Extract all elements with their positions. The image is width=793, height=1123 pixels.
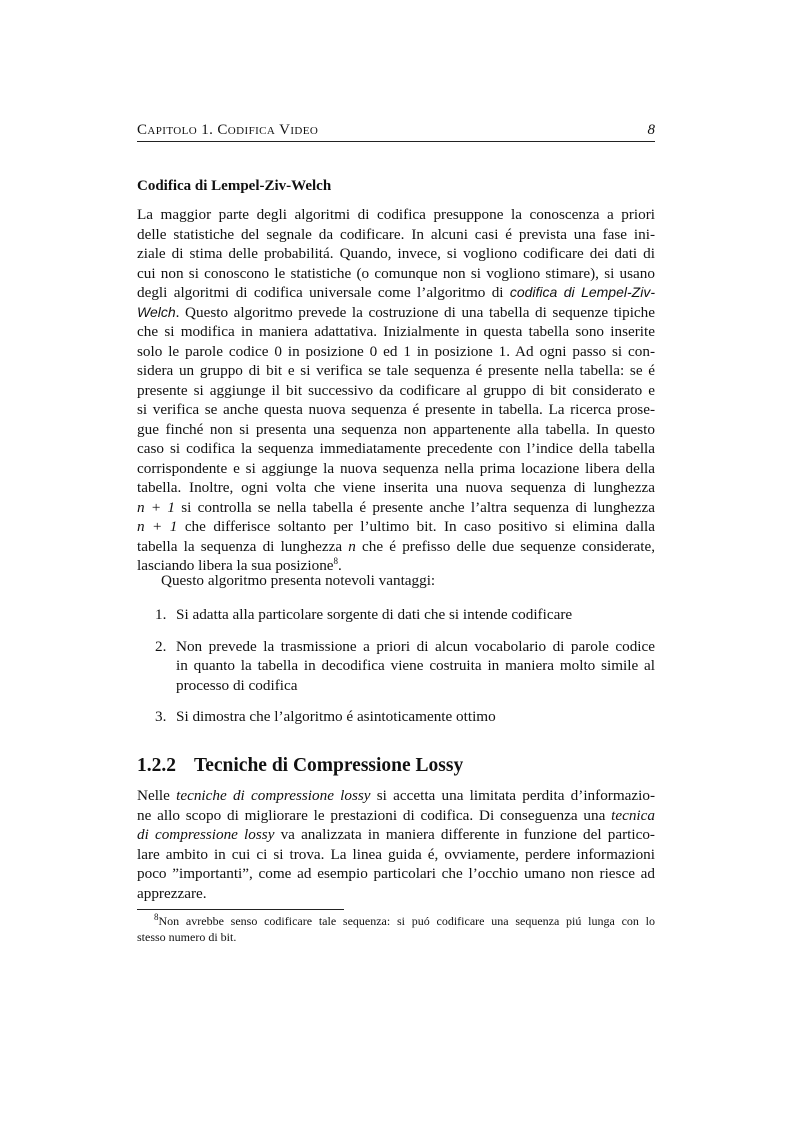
paragraph-line: si verifica se anche questa nuova sequenza é presente in tabella. La ricerca prose- [137,401,655,418]
text-run: . Questo algoritmo prevede la costruzione di una tabella di sequenze tipiche [175,303,655,321]
paragraph-line: delle statistiche del segnale da codificare. In alcuni casi é prevista una fase ini- [137,225,655,243]
list-line: Non prevede la trasmissione a priori di alcun vocabolario di parole codice [176,637,655,655]
text-run: in posizione [410,342,499,360]
list-intro: Questo algoritmo presenta notevoli vantaggi: [161,572,436,589]
paragraph-line [137,825,655,845]
paragraph-line [137,342,655,362]
paragraph-line: La maggior parte degli algoritmi di codifica presuppone la conoscenza a priori [137,206,655,223]
text-run: ne allo scopo di migliorare le prestazioni di codifica. Di conseguenza una [137,806,612,824]
paragraph-line [137,806,655,826]
lossy-paragraph [137,786,655,903]
text-run: si accetta una limitata perdita d’informazio- [370,787,656,804]
emphasis-term: tecnica [611,806,655,824]
paragraph-line: corrispondente e si aggiunge la nuova sequenza nella prima locazione libera della [137,459,655,477]
paragraph-line: presente si aggiunge il bit successivo da codificare al gruppo di bit considerato e [137,381,655,399]
emphasis-term: codifica di Lempel-Ziv- [509,284,655,300]
paragraph-line [137,498,655,518]
paragraph-line: ziale di stima delle probabilitá. Quando, invece, si vogliono codificare dei dati di [137,245,655,262]
paragraph-line: gue finché non si presenta una sequenza non appartenente alla tabella. In questo [137,420,655,438]
list-number: 2. [155,637,167,655]
text-run: lasciando libera la sua posizione [137,557,334,574]
paragraph-line: cui non si conoscono le statistiche (o comunque non si vogliono stimare), si usano [137,264,655,282]
paragraph-line: apprezzare. [137,884,207,902]
footnote-line [137,913,655,929]
text-run: Non avrebbe senso codificare tale sequenza: si puó codificare una sequenza piú lunga con lo [158,914,655,928]
text-run: si controlla se nella tabella é presente anche l’altra sequenza di lunghezza [174,498,655,516]
list-text: Si adatta alla particolare sorgente di dati che si intende codificare [176,606,573,623]
lzw-paragraph [137,205,655,576]
math-symbol: 1 [498,342,507,360]
section-title: Codifica di Lempel-Ziv-Welch [137,178,332,194]
subsection-heading [137,754,655,778]
footnote-marker[interactable]: 8 [333,555,339,566]
list-item [137,637,655,696]
chapter-title: Capitolo 1. Codifica Video [137,122,319,138]
list-line: in quanto la tabella in decodifica viene costruita in maniera molto simile al [176,657,655,674]
text-run: che differisce soltanto per l’ultimo bit. In caso positivo si elimina dalla [177,518,656,535]
text-run: . Ad ogni passo si con- [506,342,656,360]
list-text [176,637,655,696]
paragraph-line: poco ”importanti”, come ad esempio particolari che l’occhio umano non riesce ad [137,865,655,882]
list-number: 3. [155,708,167,725]
math-symbol: 0 [274,342,282,360]
text-run: degli algoritmi di codifica universale come l’algoritmo di [137,284,510,301]
subsection-title: Tecniche di Compressione Lossy [194,755,464,776]
paragraph-line [137,786,655,806]
paragraph-line [137,303,655,323]
paragraph-line [137,283,655,303]
text-run: solo le parole codice [137,342,275,360]
footnote-number: 8 [154,912,159,922]
page-number: 8 [647,122,655,138]
emphasis-term: tecniche di compressione lossy [176,787,371,804]
text-run: che é prefisso delle due sequenze considerate, [355,537,655,555]
subsection-number: 1.2.2 [137,755,176,776]
paragraph-line: sidera un gruppo di bit e si verifica se tale sequenza é presente nella tabella: se é [137,362,655,379]
list-text: Si dimostra che l’algoritmo é asintoticamente ottimo [176,708,496,725]
paragraph-line [137,537,655,557]
list-item [137,707,655,727]
text-run: Nelle [137,787,177,804]
text-run: tabella la sequenza di lunghezza [137,537,349,555]
paragraph-line [137,517,655,537]
list-item [137,605,655,625]
paragraph-line: lare ambito in cui ci si trova. La linea guida é, ovviamente, perdere informazioni [137,845,655,863]
text-run: va analizzata in maniera differente in funzione del partico- [274,826,655,843]
math-symbol: n + 1 [137,518,178,535]
list-number: 1. [155,606,167,623]
paragraph-line: che si modifica in maniera adattativa. Inizialmente in questa tabella sono inserite [137,323,655,340]
math-symbol: n [348,537,356,555]
math-symbol: 1 [403,342,411,360]
running-head [137,121,655,142]
text-run: . [338,557,342,574]
paragraph-line: caso si codifica la sequenza immediatamente precedente con l’indice della tabella [137,440,655,457]
emphasis-term: Welch [137,303,176,320]
list-line: processo di codifica [176,676,298,694]
text-run: in posizione [281,342,370,360]
paragraph-line: tabella. Inoltre, ogni volta che viene inserita una nuova sequenza di lunghezza [137,479,655,496]
text-run: ed [377,342,404,360]
math-symbol: 0 [369,342,378,360]
footnote-rule [137,909,344,910]
emphasis-term: di compressione lossy [137,826,275,843]
footnote-line: stesso numero di bit. [137,930,237,944]
math-symbol: n + 1 [137,498,175,516]
footnote [137,913,655,945]
advantages-list [137,605,655,739]
